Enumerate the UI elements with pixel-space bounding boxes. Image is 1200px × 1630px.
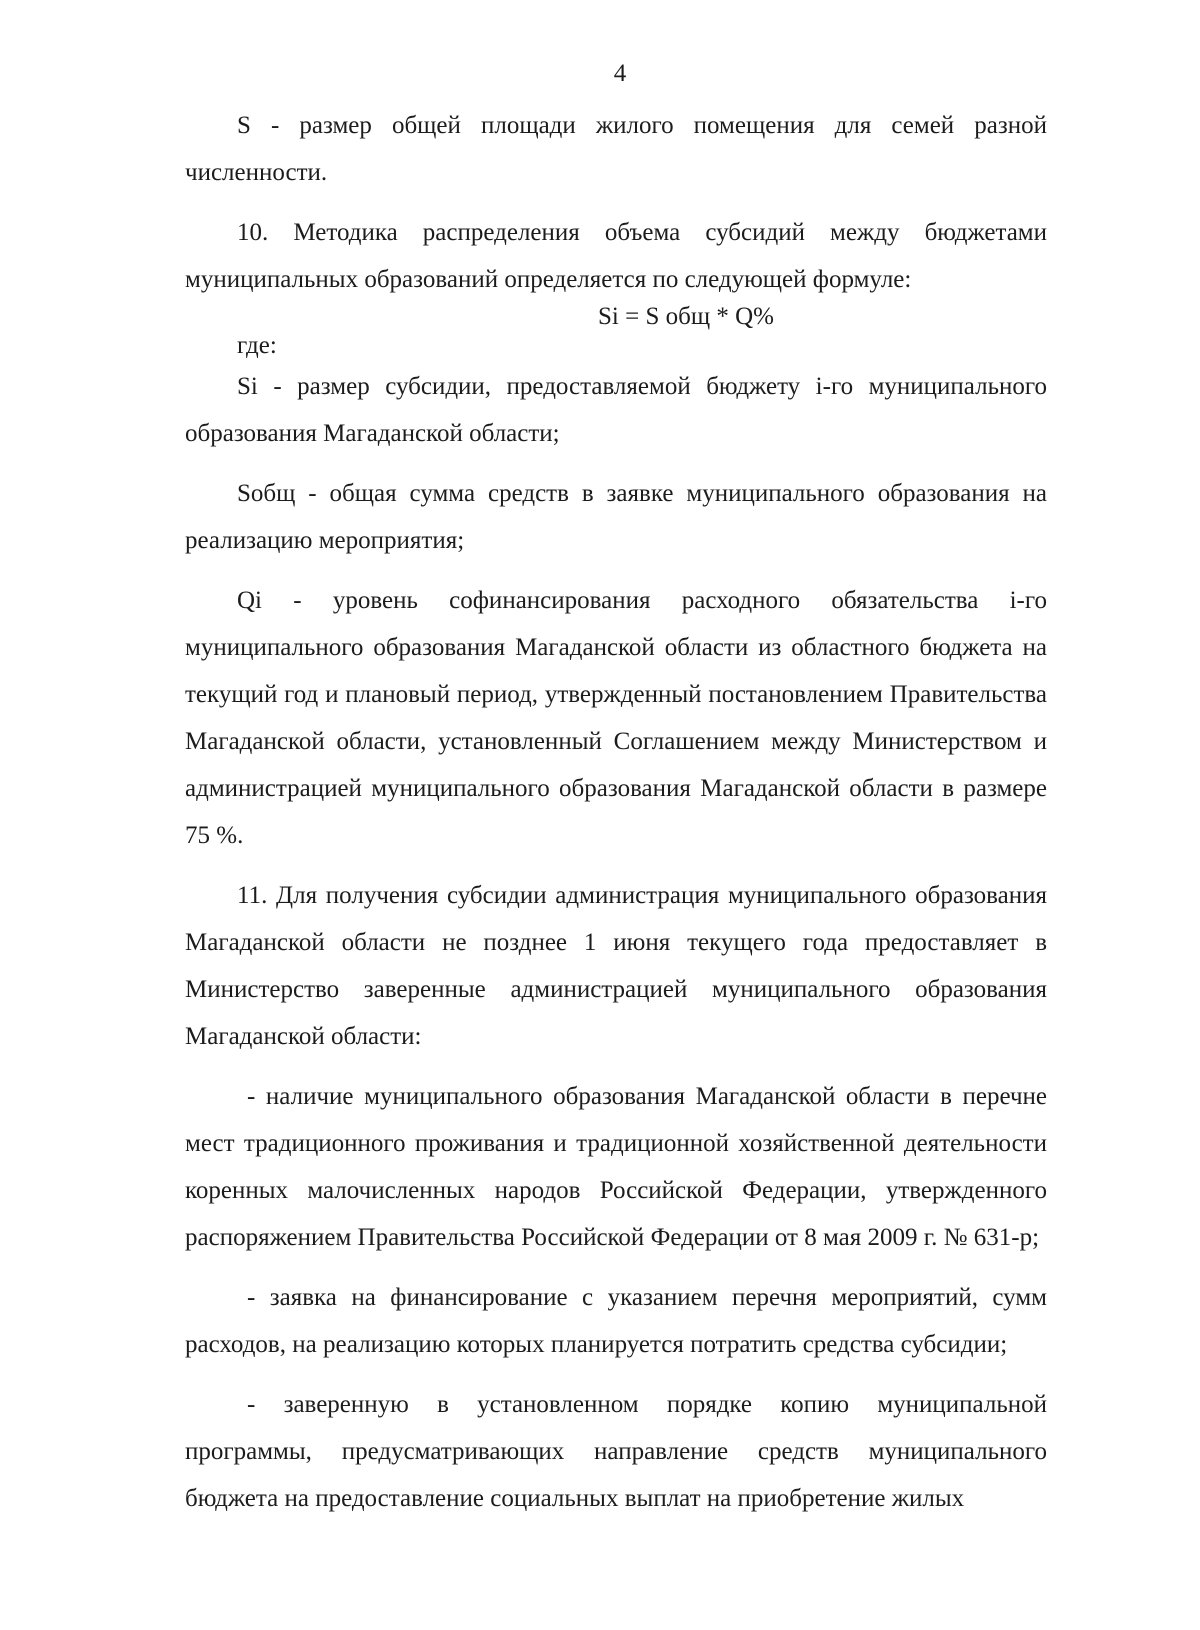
definition-si: Si - размер субсидии, предоставляемой бюджету i-го муниципального образования Магаданской области; <box>185 373 1047 447</box>
page-number: 4 <box>613 60 627 87</box>
list-item: - заявка на финансирование с указанием перечня мероприятий, сумм расходов, на реализацию которых планируется потратить средства субсидии; <box>185 1284 1047 1358</box>
paragraph-s-definition: S - размер общей площади жилого помещения для семей разной численности. <box>185 112 1047 186</box>
list-item: - наличие муниципального образования Магаданской области в перечне мест традиционного проживания и традиционной хозяйственной деятельности коренных малочисленных народов Российской Федерации, утвержденного распоряжением Правительства Российской Федерации от 8 мая 2009 г. № 631-р; <box>185 1083 1047 1251</box>
document-body <box>185 102 1047 1535</box>
paragraph-11: 11. Для получения субсидии администрация муниципального образования Магаданской области не позднее 1 июня текущего года предоставляет в Министерство заверенные администрацией муниципального образования Магаданской области: <box>185 882 1047 1050</box>
definition-sobsch: Sобщ - общая сумма средств в заявке муниципального образования на реализацию мероприятия; <box>185 480 1047 554</box>
list-item: - заверенную в установленном порядке копию муниципальной программы, предусматривающих направление средств муниципального бюджета на предоставление социальных выплат на приобретение жилых <box>185 1391 1047 1512</box>
where-label: где: <box>237 332 277 359</box>
paragraph-10: 10. Методика распределения объема субсидий между бюджетами муниципальных образований определяется по следующей формуле: <box>185 219 1047 293</box>
definition-qi: Qi - уровень софинансирования расходного обязательства i-го муниципального образования Магаданской области из областного бюджета на текущий год и плановый период, утвержденный постановлением Правительства Магаданской области, установленный Соглашением между Министерством и администрацией муниципального образования Магаданской области в размере 75 %. <box>185 587 1047 849</box>
formula: Si = S общ * Q% <box>598 303 774 330</box>
